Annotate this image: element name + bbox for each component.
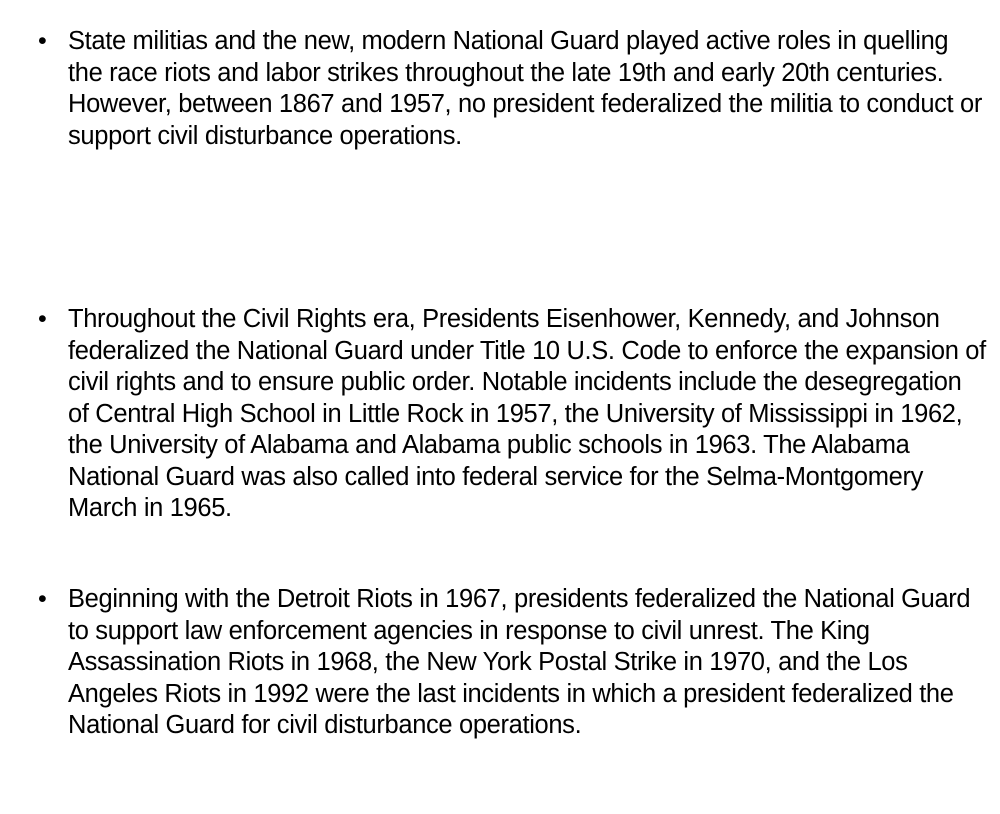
bullet-item-militias: [38, 26, 988, 152]
bullet-icon: •: [38, 305, 47, 333]
bullet-icon: •: [38, 27, 47, 55]
bullet-text: Throughout the Civil Rights era, Presidents Eisenhower, Kennedy, and Johnson federalized the National Guard under Title 10 U.S. Code to enforce the expansion of civil rights and to ensure public order. Notable incidents include the desegregation of Central High School in Little Rock in 1957, the University of Mississippi in 1962, the University of Alabama and Alabama public schools in 1963. The Alabama National Guard was also called into federal service for the Selma-Montgomery March in 1965.: [68, 305, 986, 522]
bullet-text: State militias and the new, modern National Guard played active roles in quelling the race riots and labor strikes throughout the late 19th and early 20th centuries. However, between 1867 and 1957, no president federalized the militia to conduct or support civil disturbance operations.: [68, 27, 982, 150]
bullet-text: Beginning with the Detroit Riots in 1967, presidents federalized the National Guard to support law enforcement agencies in response to civil unrest. The King Assassination Riots in 1968, the New York Postal Strike in 1970, and the Los Angeles Riots in 1992 were the last incidents in which a president federalized the National Guard for civil disturbance operations.: [68, 585, 971, 739]
bullet-item-civil-rights: [38, 304, 988, 525]
bullet-item-detroit-riots: [38, 584, 988, 742]
bullet-icon: •: [38, 585, 47, 613]
